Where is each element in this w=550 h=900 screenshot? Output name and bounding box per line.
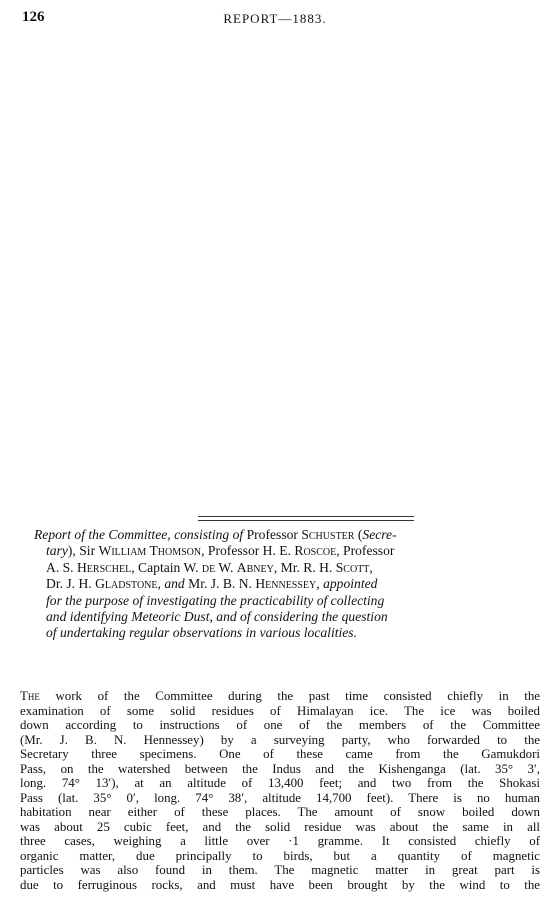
title-segment: ,: [157, 576, 165, 592]
body-line: [20, 863, 540, 878]
title-segment: for the purpose of investigating the practicability of collecting: [46, 592, 385, 608]
body-line: [20, 747, 540, 762]
body-line-text: Secretary three specimens. One of these came from the Gamukdori: [20, 747, 540, 761]
lead-word: The: [20, 689, 40, 703]
body-line-text: examination of some solid residues of Himalayan ice. The ice was boiled: [20, 703, 540, 718]
title-segment: and: [164, 576, 185, 592]
title-line: [46, 543, 540, 559]
body-line-text: Pass (lat. 35° 0′, long. 74° 38′, altitude 14,700 feet). There is no human: [20, 790, 540, 805]
title-segment: Hennessey: [255, 576, 317, 592]
body-line-text: organic matter, due principally to birds, but a quantity of magnetic: [20, 848, 540, 863]
body-line: [20, 849, 540, 864]
title-segment: tary: [46, 543, 68, 559]
body-line-text: was about 25 cubic feet, and the solid residue was about the same in all: [20, 819, 540, 834]
report-body: [20, 689, 540, 892]
title-segment: ,: [316, 576, 324, 592]
body-line-text: particles was also found in them. The magnetic matter in great part is: [20, 863, 540, 877]
body-line-text: three cases, weighing a little over ·1 gramme. It consisted chiefly of: [20, 834, 540, 848]
running-head: REPORT—1883.: [223, 11, 327, 26]
body-line-text: work of the Committee during the past time consisted chiefly in the: [39, 689, 540, 703]
title-segment: William Thomson: [98, 543, 202, 559]
title-segment: Mr. J. B. N.: [184, 576, 256, 592]
body-line-text: due to ferruginous rocks, and must have been brought by the wind to the: [20, 877, 540, 892]
body-line: [20, 820, 540, 835]
body-line: [20, 834, 540, 849]
section-rule-bottom: [198, 520, 414, 521]
title-segment: of undertaking regular observations in various localities.: [46, 625, 357, 641]
section-rule-top: [198, 516, 414, 517]
title-segment: Herschel: [76, 559, 132, 575]
title-segment: Gladstone: [95, 576, 158, 592]
title-segment: A. S.: [46, 559, 77, 575]
body-line: [20, 704, 540, 719]
body-line-text: habitation near either of these places. The amount of snow boiled down: [20, 805, 540, 819]
body-line: [20, 878, 540, 893]
report-title: [34, 527, 540, 642]
body-line: [20, 805, 540, 820]
title-segment: W.: [215, 559, 237, 575]
title-segment: Schuster: [301, 527, 355, 542]
body-line-text: down according to instructions of one of the members of the Committee: [20, 718, 540, 732]
title-segment: Scott: [335, 559, 370, 575]
title-segment: Secre-: [362, 527, 397, 542]
title-segment: and identifying Meteoric Dust, and of considering the question: [46, 609, 388, 625]
title-segment: Abney: [236, 559, 274, 575]
title-segment: ), Sir: [67, 543, 99, 559]
body-line: [20, 776, 540, 791]
title-line: [34, 527, 540, 543]
title-segment: Roscoe: [294, 543, 337, 559]
title-line: [46, 609, 540, 625]
title-segment: (: [354, 527, 363, 542]
page-number: 126: [22, 9, 45, 25]
title-line: [46, 625, 540, 641]
title-segment: Professor: [246, 527, 302, 542]
title-line: [46, 576, 540, 592]
body-line: [20, 733, 540, 748]
body-line: [20, 762, 540, 777]
title-line: [46, 593, 540, 609]
body-line-text: long. 74° 13′), at an altitude of 13,400 feet; and two from the Shokasi: [20, 776, 540, 790]
title-segment: Report of the Committee, consisting of: [34, 527, 247, 542]
title-line: [46, 560, 540, 576]
body-line: [20, 718, 540, 733]
body-line-text: Pass, on the watershed between the Indus and the Kishenganga (lat. 35° 3′,: [20, 761, 540, 776]
body-line-text: (Mr. J. B. N. Hennessey) by a surveying party, who forwarded to the: [20, 732, 540, 747]
title-segment: , Professor: [336, 543, 395, 559]
title-segment: Dr. J. H.: [46, 576, 96, 592]
title-segment: , Captain W.: [131, 559, 202, 575]
title-segment: , Professor H. E.: [201, 543, 295, 559]
body-line: [20, 791, 540, 806]
title-segment: appointed: [323, 576, 378, 592]
body-line: [20, 689, 540, 704]
title-segment: ,: [369, 559, 373, 575]
title-segment: de: [201, 559, 216, 575]
title-segment: , Mr. R. H.: [273, 559, 336, 575]
